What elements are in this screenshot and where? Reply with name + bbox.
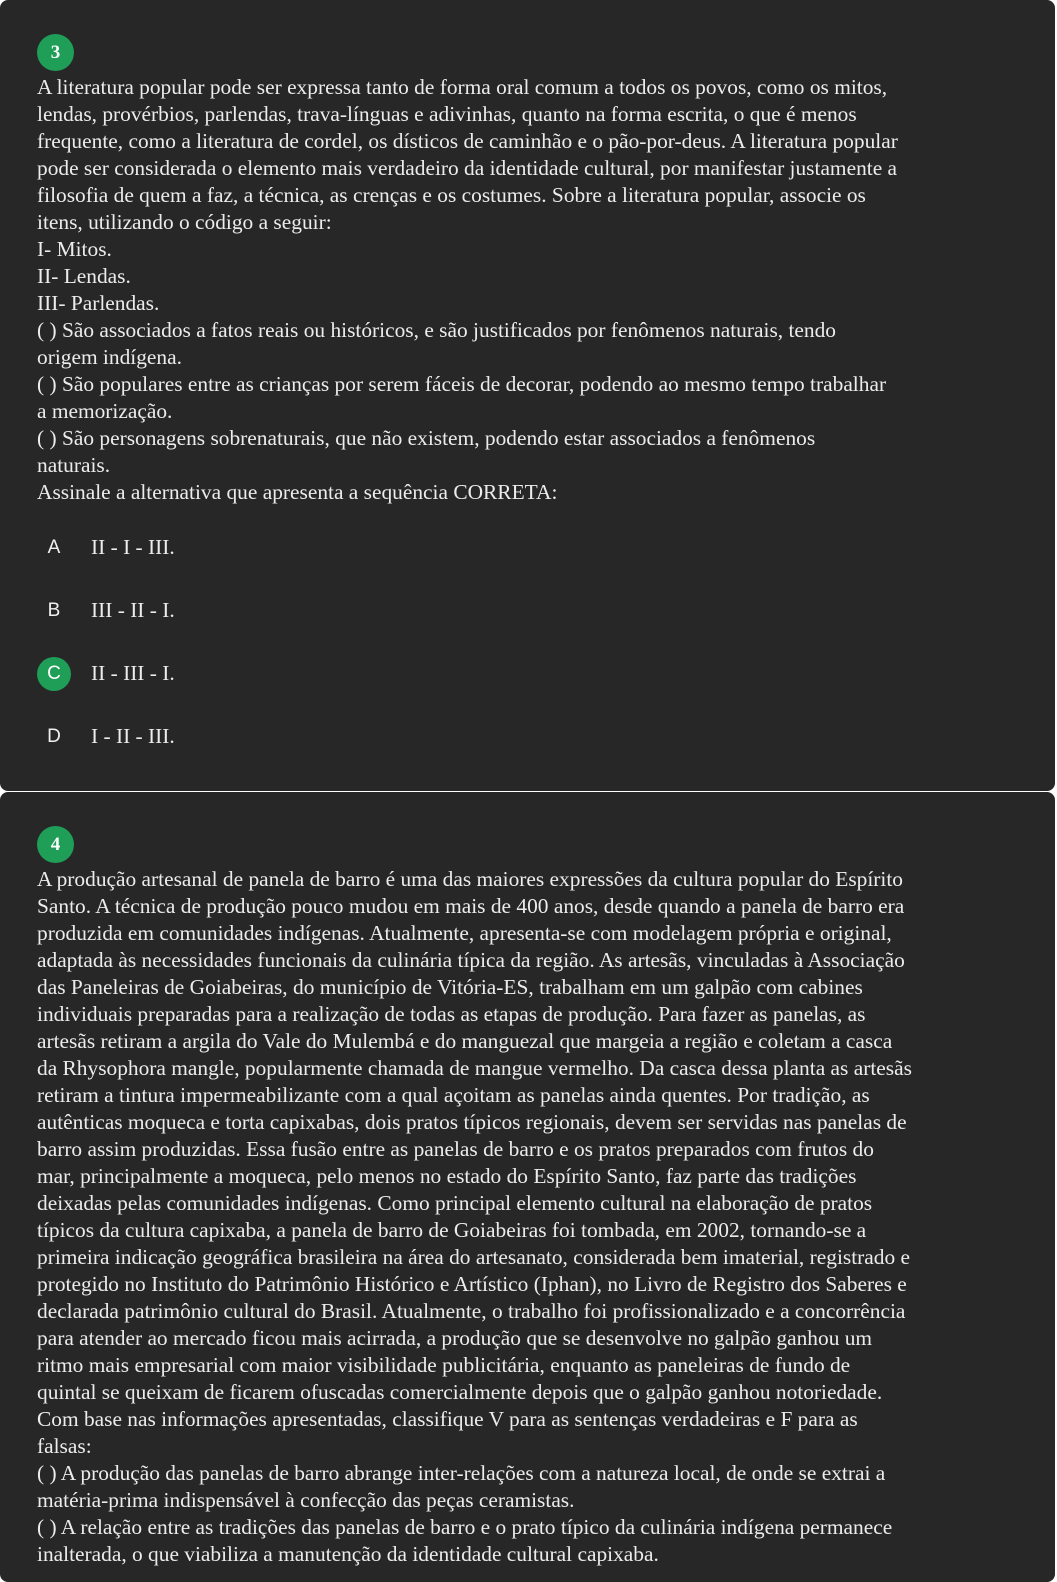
option-text: III - II - I.	[91, 598, 175, 622]
question-line: ( ) A produção das panelas de barro abrange inter-relações com a natureza local, de onde se extrai a	[37, 1461, 886, 1485]
question-line: ( ) São populares entre as crianças por serem fáceis de decorar, podendo ao mesmo tempo trabalhar	[37, 372, 887, 396]
question-line: A produção artesanal de panela de barro é uma das maiores expressões da cultura popular do Espírito	[37, 867, 904, 891]
option-d[interactable]	[37, 705, 1018, 768]
question-number-badge: 4	[37, 826, 74, 863]
question-line: ( ) São personagens sobrenaturais, que não existem, podendo estar associados a fenômenos	[37, 426, 816, 450]
question-line: primeira indicação geográfica brasileira na área do artesanato, considerada bem imaterial, registrado e	[37, 1245, 911, 1269]
question-line: itens, utilizando o código a seguir:	[37, 210, 332, 234]
option-letter: D	[47, 725, 61, 747]
question-line: ( ) A relação entre as tradições das panelas de barro e o prato típico da culinária indígena permanece	[37, 1515, 893, 1539]
question-line: origem indígena.	[37, 345, 182, 369]
question-line: frequente, como a literatura de cordel, os dísticos de caminhão e o pão-por-deus. A literatura popular	[37, 129, 898, 153]
question-line: II- Lendas.	[37, 264, 131, 288]
question-line: naturais.	[37, 453, 111, 477]
question-line: filosofia de quem a faz, a técnica, as crenças e os costumes. Sobre a literatura popular, associe os	[37, 183, 866, 207]
answer-options	[37, 516, 1018, 768]
question-line: lendas, provérbios, parlendas, trava-línguas e adivinhas, quanto na forma escrita, o que é menos	[37, 102, 857, 126]
question-line: retiram a tintura impermeabilizante com a qual açoitam as panelas ainda quentes. Por tradição, as	[37, 1083, 870, 1107]
option-letter: A	[47, 536, 61, 558]
question-line: III- Parlendas.	[37, 291, 160, 315]
option-text: I - II - III.	[91, 724, 175, 748]
question-line: quintal se queixam de ficarem ofuscadas comercialmente depois que o galpão ganhou notoriedade.	[37, 1380, 883, 1404]
option-a[interactable]	[37, 516, 1018, 579]
question-line: Santo. A técnica de produção pouco mudou em mais de 400 anos, desde quando a panela de barro era	[37, 894, 905, 918]
question-line: a memorização.	[37, 399, 173, 423]
question-line: mar, principalmente a moqueca, pelo menos no estado do Espírito Santo, faz parte das tradições	[37, 1164, 857, 1188]
question-line: individuais preparadas para a realização de todas as etapas de produção. Para fazer as panelas, as	[37, 1002, 866, 1026]
question-line: adaptada às necessidades funcionais da culinária típica da região. As artesãs, vinculadas à Associação	[37, 948, 905, 972]
question-text	[37, 866, 1018, 1568]
question-line: autênticas moqueca e torta capixabas, dois pratos típicos regionais, devem ser servidas nas panelas de	[37, 1110, 907, 1134]
option-text: II - I - III.	[91, 535, 175, 559]
question-text	[37, 74, 1018, 506]
option-letter: B	[47, 599, 61, 621]
question-line: falsas:	[37, 1434, 92, 1458]
question-line: produzida em comunidades indígenas. Atualmente, apresenta-se com modelagem própria e original,	[37, 921, 892, 945]
question-line: I- Mitos.	[37, 237, 112, 261]
question-card-3	[0, 0, 1055, 791]
question-line: matéria-prima indispensável à confecção das peças ceramistas.	[37, 1488, 575, 1512]
option-c[interactable]	[37, 642, 1018, 705]
question-line: artesãs retiram a argila do Vale do Mulembá e do manguezal que margeia a região e coletam a casca	[37, 1029, 893, 1053]
question-line: ( ) São associados a fatos reais ou históricos, e são justificados por fenômenos naturais, tendo	[37, 318, 836, 342]
question-line: inalterada, o que viabiliza a manutenção da identidade cultural capixaba.	[37, 1542, 659, 1566]
question-line: pode ser considerada o elemento mais verdadeiro da identidade cultural, por manifestar justamente a	[37, 156, 898, 180]
option-b[interactable]	[37, 579, 1018, 642]
question-line: A literatura popular pode ser expressa tanto de forma oral comum a todos os povos, como os mitos,	[37, 75, 888, 99]
question-line: das Paneleiras de Goiabeiras, do município de Vitória-ES, trabalham em um galpão com cabines	[37, 975, 863, 999]
option-text: II - III - I.	[91, 661, 175, 685]
question-line: Assinale a alternativa que apresenta a sequência CORRETA:	[37, 480, 558, 504]
question-line: da Rhysophora mangle, popularmente chamada de mangue vermelho. Da casca dessa planta as artesãs	[37, 1056, 912, 1080]
question-line: ritmo mais empresarial com maior visibilidade publicitária, enquanto as paneleiras de fundo de	[37, 1353, 851, 1377]
question-line: declarada patrimônio cultural do Brasil. Atualmente, o trabalho foi profissionalizado e a concorrência	[37, 1299, 906, 1323]
question-line: barro assim produzidas. Essa fusão entre as panelas de barro e os pratos preparados com frutos do	[37, 1137, 874, 1161]
question-line: típicos da cultura capixaba, a panela de barro de Goiabeiras foi tombada, em 2002, tornando-se a	[37, 1218, 867, 1242]
question-line: para atender ao mercado ficou mais acirrada, a produção que se desenvolve no galpão ganhou um	[37, 1326, 873, 1350]
option-letter-selected: C	[37, 657, 71, 691]
question-number-badge: 3	[37, 34, 74, 71]
question-line: protegido no Instituto do Patrimônio Histórico e Artístico (Iphan), no Livro de Registro dos Saberes e	[37, 1272, 907, 1296]
question-line: deixadas pelas comunidades indígenas. Como principal elemento cultural na elaboração de pratos	[37, 1191, 873, 1215]
question-line: Com base nas informações apresentadas, classifique V para as sentenças verdadeiras e F para as	[37, 1407, 858, 1431]
question-card-4	[0, 792, 1055, 1582]
